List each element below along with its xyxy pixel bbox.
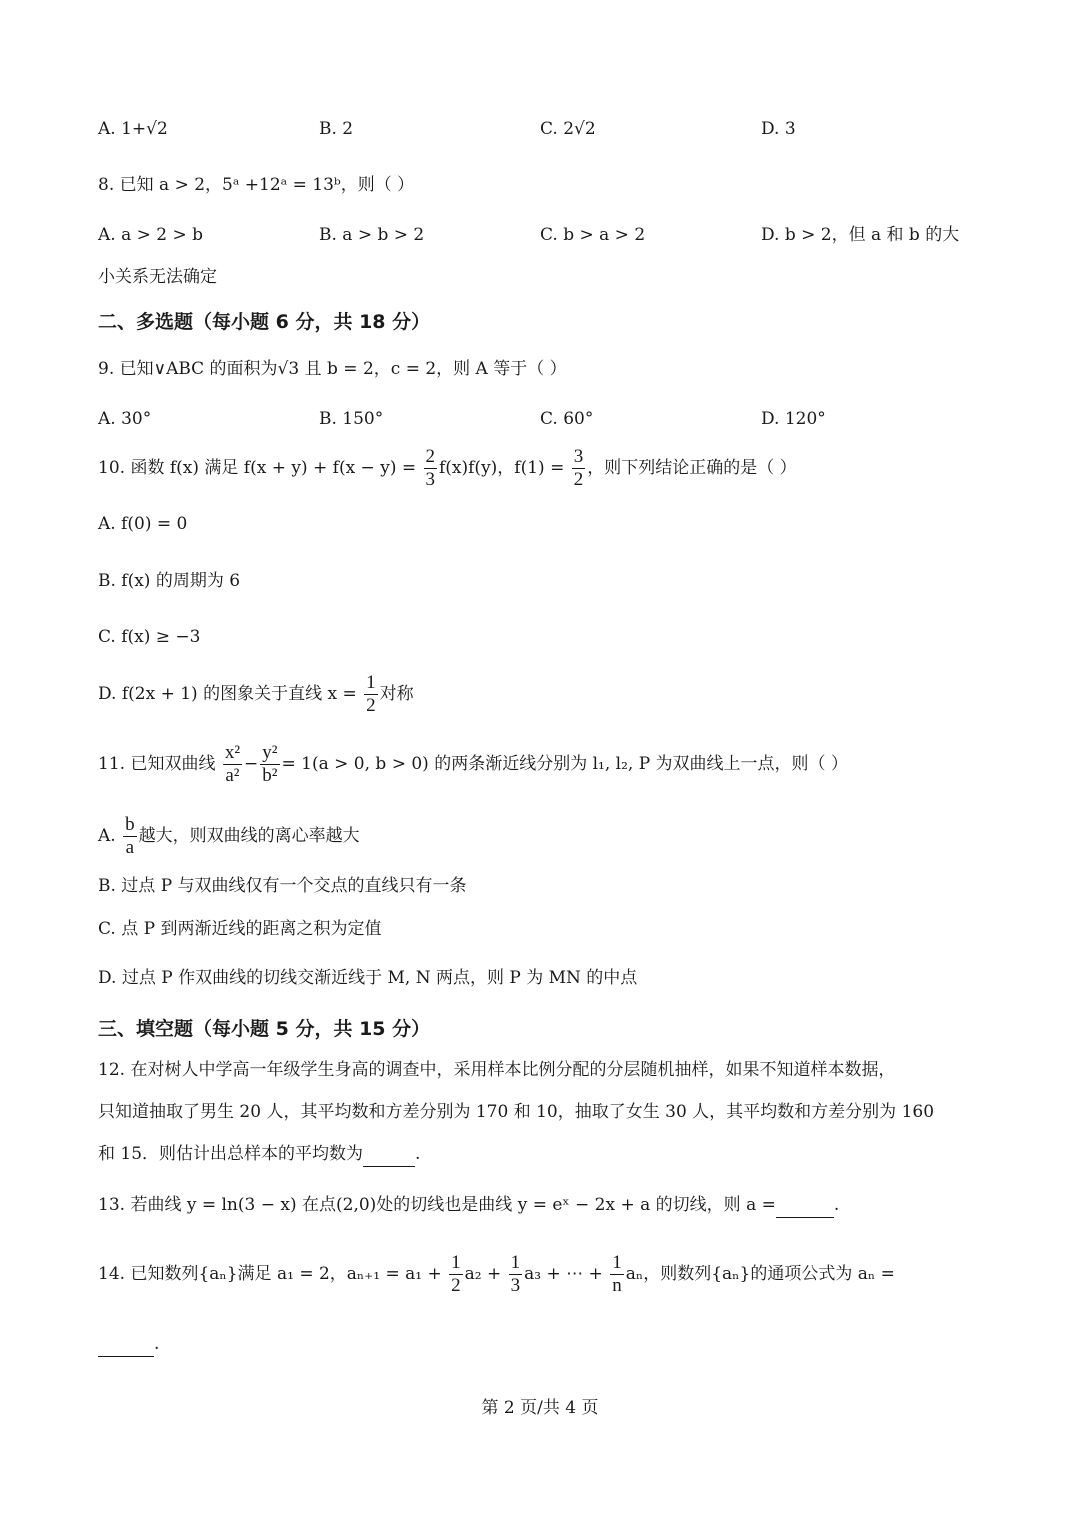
fraction: $\frac{\text{y²}}{\text{b²}}$ — [262, 742, 278, 786]
q12-line-1: 12. 在对树人中学高一年级学生身高的调查中，采用样本比例分配的分层随机抽样，如果不知道样本数据， — [98, 1060, 896, 1080]
q8-option-c: C. b > a > 2 — [540, 225, 646, 245]
q13-stem: 13. 若曲线 y = ln(3 − x) 在点(2,0)处的切线也是曲线 y = eˣ − 2x + a 的切线，则 a = . — [98, 1193, 839, 1218]
section-heading-fill-in: 三、填空题（每小题 5 分，共 15 分） — [98, 1018, 431, 1040]
q10-option-a: A. f(0) = 0 — [98, 514, 188, 534]
q11-option-a: A. $\frac{b}{a}$ 越大，则双曲线的离心率越大 — [98, 814, 360, 858]
q9-option-d: D. 120° — [761, 409, 826, 429]
q14-answer-line: . — [98, 1332, 159, 1357]
answer-blank[interactable] — [98, 1332, 154, 1357]
q14-stem: 14. 已知数列{aₙ}满足 a₁ = 2，aₙ₊₁ = a₁ + $\frac{1}{2}$ a₂ + $\frac{1}{3}$ a₃ + ⋯ + $\frac{1}{n}$ aₙ，则数列{aₙ}的通项公式为 aₙ = — [98, 1252, 895, 1296]
q9-option-b: B. 150° — [319, 409, 384, 429]
q12-line-3: 和 15．则估计出总样本的平均数为 . — [98, 1142, 420, 1167]
q8-option-d: D. b > 2，但 a 和 b 的大 — [761, 225, 960, 245]
q7-option-c: C. 2√2 — [540, 119, 596, 139]
page-footer: 第 2 页/共 4 页 — [481, 1398, 599, 1418]
answer-blank[interactable] — [363, 1142, 415, 1167]
q11-option-c: C. 点 P 到两渐近线的距离之积为定值 — [98, 919, 382, 939]
fraction: $\frac{1}{2}$ — [451, 1252, 461, 1296]
q10-stem: 10. 函数 f(x) 满足 f(x + y) + f(x − y) = $\frac{2}{3}$ f(x)f(y)，f(1) = $\frac{3}{2}$ ，则下列结论正确的是（ ） — [98, 446, 797, 490]
answer-blank[interactable] — [776, 1193, 834, 1218]
q10-option-c: C. f(x) ≥ −3 — [98, 627, 201, 647]
q12-line-2: 只知道抽取了男生 20 人，其平均数和方差分别为 170 和 10，抽取了女生 30 人，其平均数和方差分别为 160 — [98, 1102, 935, 1122]
q8-option-a: A. a > 2 > b — [98, 225, 204, 245]
fraction: $\frac{\text{x²}}{\text{a²}}$ — [224, 742, 241, 786]
q11-option-d: D. 过点 P 作双曲线的切线交渐近线于 M, N 两点，则 P 为 MN 的中点 — [98, 968, 638, 988]
fraction: $\frac{1}{n}$ — [612, 1252, 622, 1296]
q7-option-a: A. 1+√2 — [98, 119, 168, 139]
q10-option-d: D. f(2x + 1) 的图象关于直线 x = $\frac{1}{2}$ 对称 — [98, 672, 414, 716]
q9-option-c: C. 60° — [540, 409, 594, 429]
fraction: $\frac{2}{3}$ — [425, 446, 435, 490]
q11-stem: 11. 已知双曲线 $\frac{\text{x²}}{\text{a²}}$ − $\frac{\text{y²}}{\text{b²}}$ = 1(a > 0, b > 0) 的两条渐近线分别为 l₁, l₂, P 为双曲线上一点，则（ ） — [98, 742, 848, 786]
fraction: $\frac{1}{3}$ — [510, 1252, 521, 1296]
q7-option-d: D. 3 — [761, 119, 796, 139]
q9-option-a: A. 30° — [98, 409, 152, 429]
fraction: $\frac{3}{2}$ — [573, 446, 584, 490]
section-heading-multiple-choice: 二、多选题（每小题 6 分，共 18 分） — [98, 311, 431, 333]
fraction: $\frac{b}{a}$ — [125, 814, 135, 858]
q10-option-b: B. f(x) 的周期为 6 — [98, 571, 241, 591]
q8-option-d-continued: 小关系无法确定 — [98, 267, 217, 287]
q11-option-b: B. 过点 P 与双曲线仅有一个交点的直线只有一条 — [98, 876, 467, 896]
q9-stem: 9. 已知∨ABC 的面积为√3 且 b = 2，c = 2，则 A 等于（ ） — [98, 359, 567, 379]
q7-option-b: B. 2 — [319, 119, 354, 139]
q8-option-b: B. a > b > 2 — [319, 225, 425, 245]
q8-stem: 8. 已知 a > 2，5ᵃ +12ᵃ = 13ᵇ，则（ ） — [98, 175, 415, 195]
fraction: $\frac{1}{2}$ — [366, 672, 376, 716]
